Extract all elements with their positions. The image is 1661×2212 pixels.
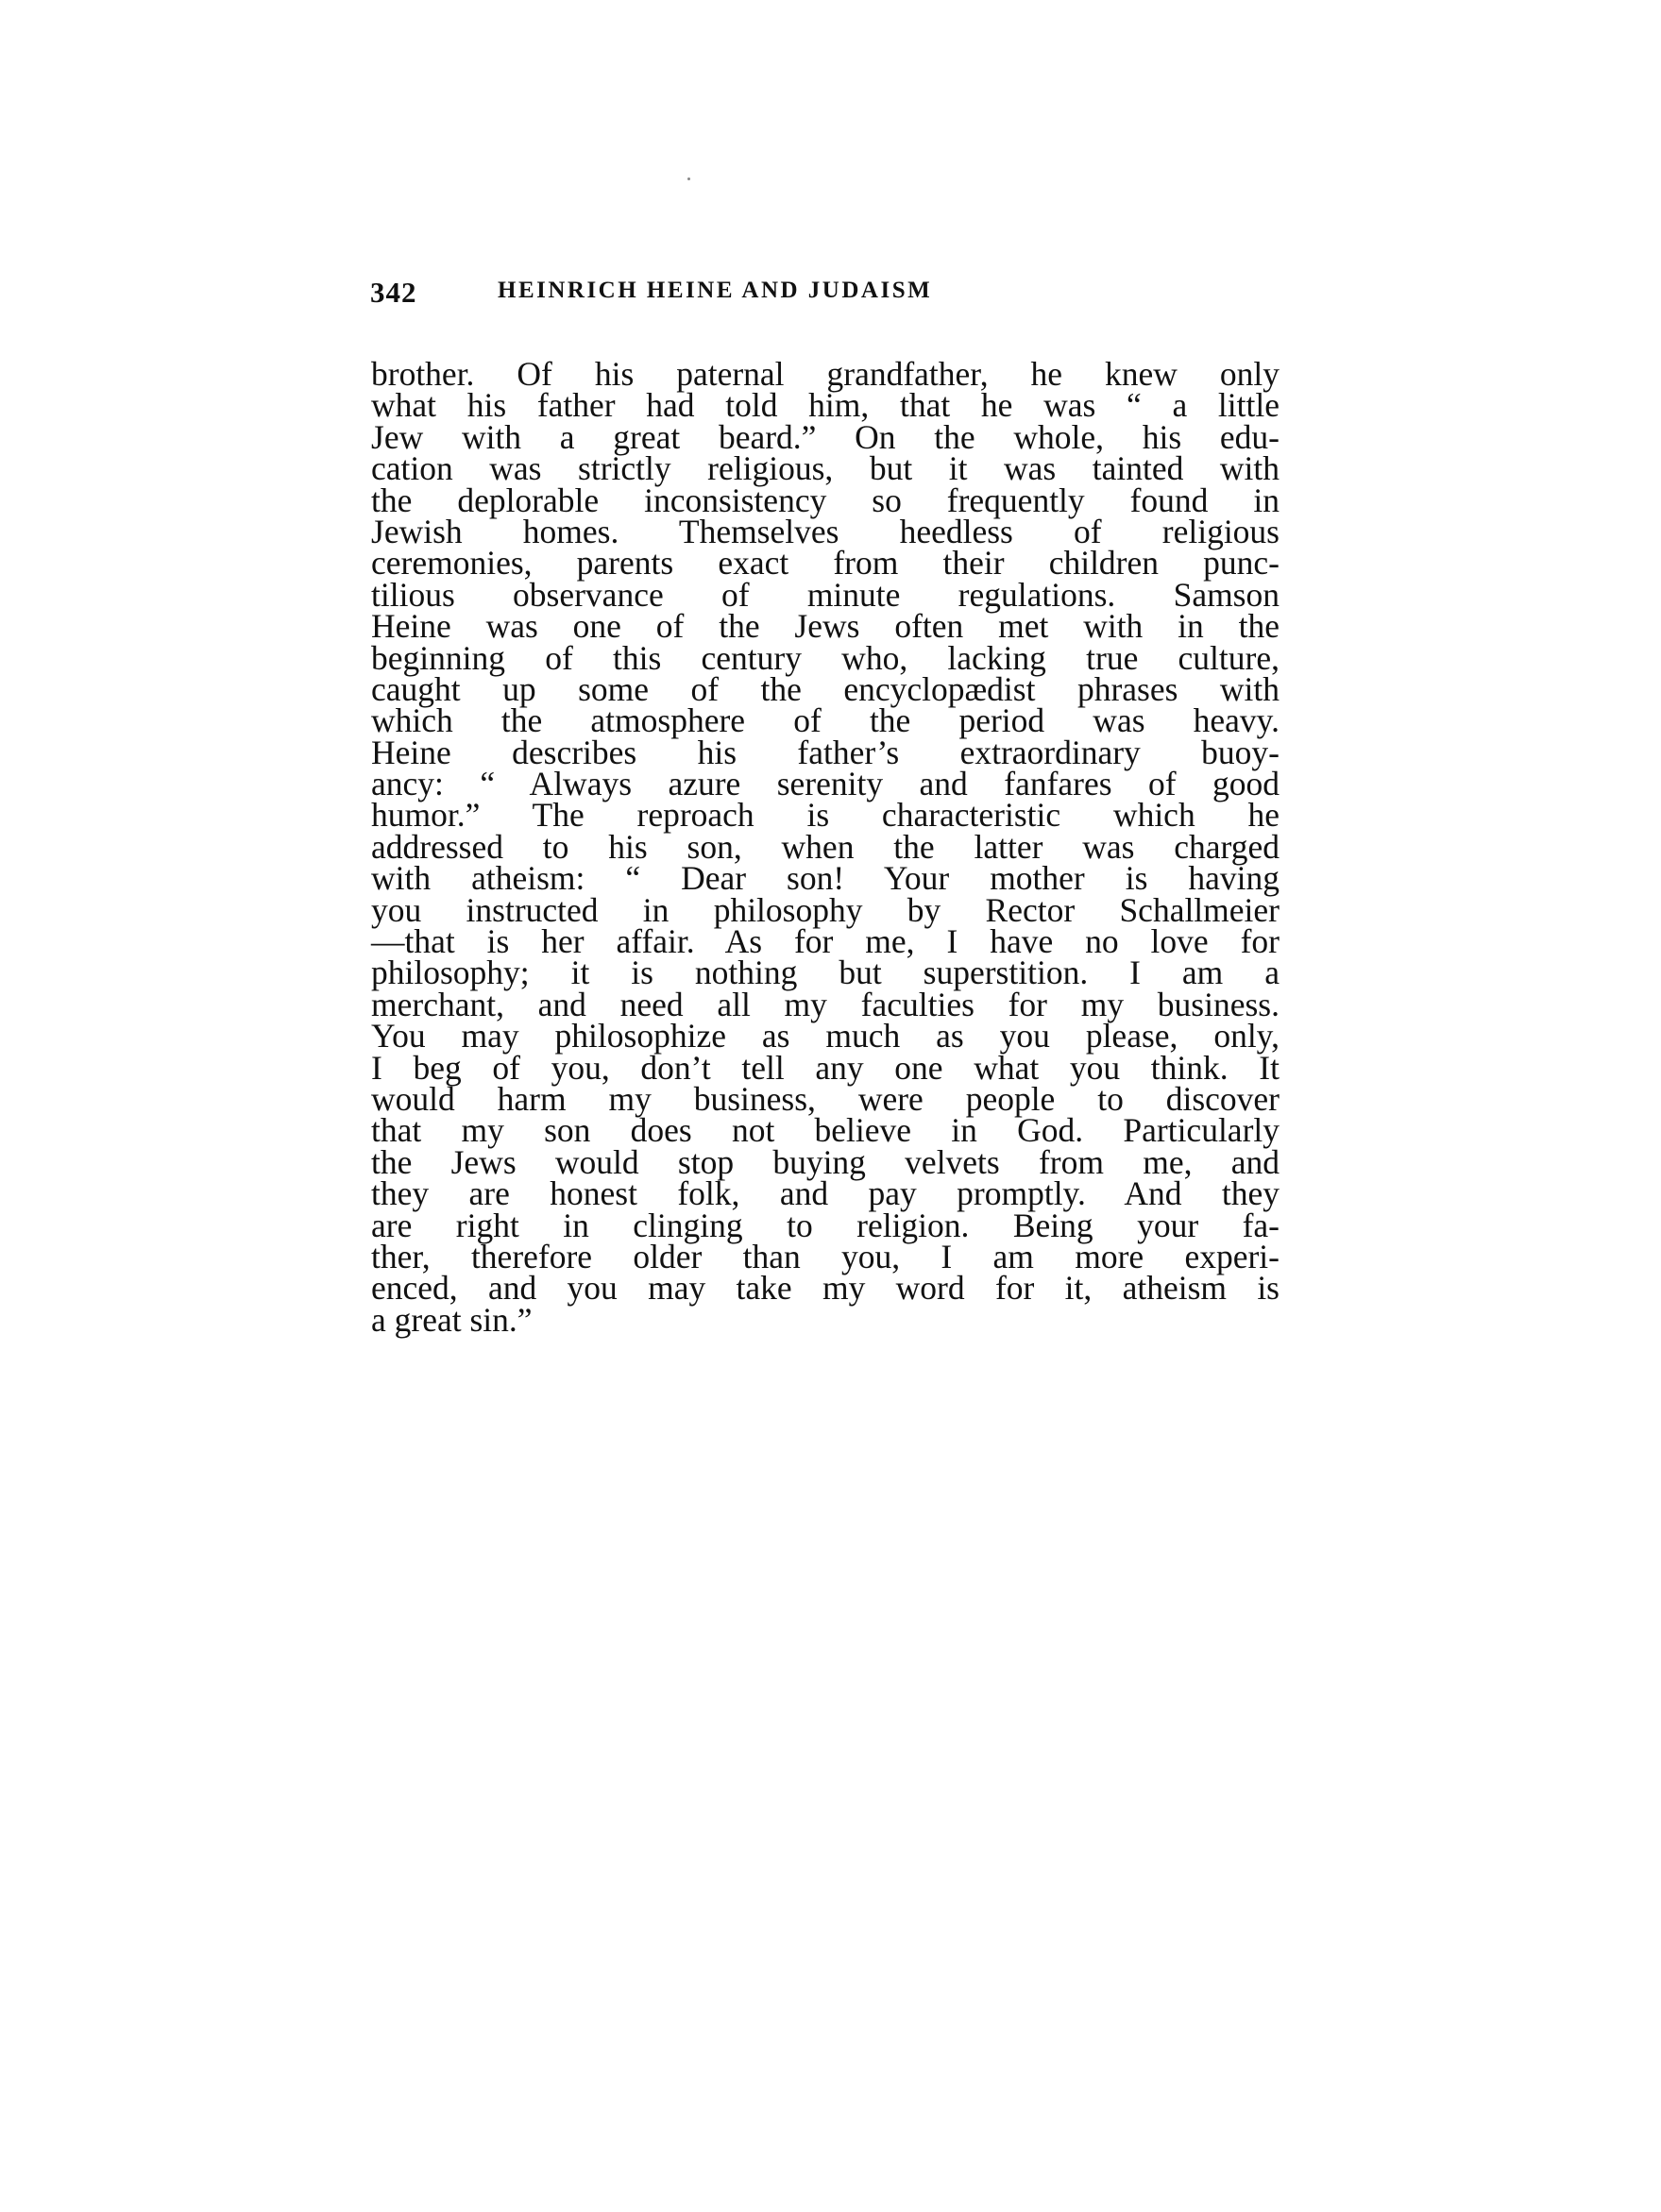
text-line: they are honest folk, and pay promptly. And they <box>371 1174 1280 1213</box>
text-line: addressed to his son, when the latter was charged <box>371 827 1280 866</box>
text-line: ancy: “ Always azure serenity and fanfares of good <box>371 765 1280 803</box>
text-line: which the atmosphere of the period was heavy. <box>371 701 1280 740</box>
running-head: HEINRICH HEINE AND JUDAISM <box>498 278 933 303</box>
text-line: brother. Of his paternal grandfather, he knew only <box>371 355 1280 393</box>
text-line: Jewish homes. Themselves heedless of religious <box>371 512 1280 550</box>
body-text <box>371 355 1280 1339</box>
text-line: you instructed in philosophy by Rector Schallmeier <box>371 890 1280 929</box>
text-line: Jew with a great beard.” On the whole, his edu- <box>371 417 1280 456</box>
text-line: what his father had told him, that he was “ a little <box>371 386 1280 425</box>
text-line: the Jews would stop buying velvets from me, and <box>371 1142 1280 1181</box>
text-line: ther, therefore older than you, I am more experi- <box>371 1237 1280 1275</box>
text-line: caught up some of the encyclopædist phrases with <box>371 669 1280 708</box>
page-number: 342 <box>370 276 417 309</box>
text-line: beginning of this century who, lacking true culture, <box>371 638 1280 677</box>
text-line: ceremonies, parents exact from their children punc- <box>371 544 1280 583</box>
page-header <box>368 276 1284 313</box>
text-line: that my son does not believe in God. Particularly <box>371 1111 1280 1150</box>
text-line: enced, and you may take my word for it, atheism is <box>371 1269 1280 1308</box>
text-line: Heine was one of the Jews often met with in the <box>371 607 1280 646</box>
text-line: I beg of you, don’t tell any one what you think. It <box>371 1048 1280 1087</box>
text-line: tilious observance of minute regulations. Samson <box>371 575 1280 614</box>
text-line: —that is her affair. As for me, I have no love for <box>371 922 1280 961</box>
text-line: are right in clinging to religion. Being your fa- <box>371 1206 1280 1244</box>
text-line: Heine describes his father’s extraordinary buoy- <box>371 733 1280 771</box>
text-line: merchant, and need all my faculties for my business. <box>371 985 1280 1023</box>
text-line: cation was strictly religious, but it was tainted with <box>371 449 1280 488</box>
text-line: a great sin.” <box>371 1300 533 1339</box>
text-line: You may philosophize as much as you please, only, <box>371 1017 1280 1055</box>
text-line: philosophy; it is nothing but superstition. I am a <box>371 954 1280 992</box>
text-line: would harm my business, were people to discover <box>371 1079 1280 1118</box>
text-line: the deplorable inconsistency so frequently found in <box>371 481 1280 519</box>
scan-speck <box>687 177 690 180</box>
text-line: humor.” The reproach is characteristic which he <box>371 796 1280 835</box>
text-line: with atheism: “ Dear son! Your mother is having <box>371 859 1280 898</box>
